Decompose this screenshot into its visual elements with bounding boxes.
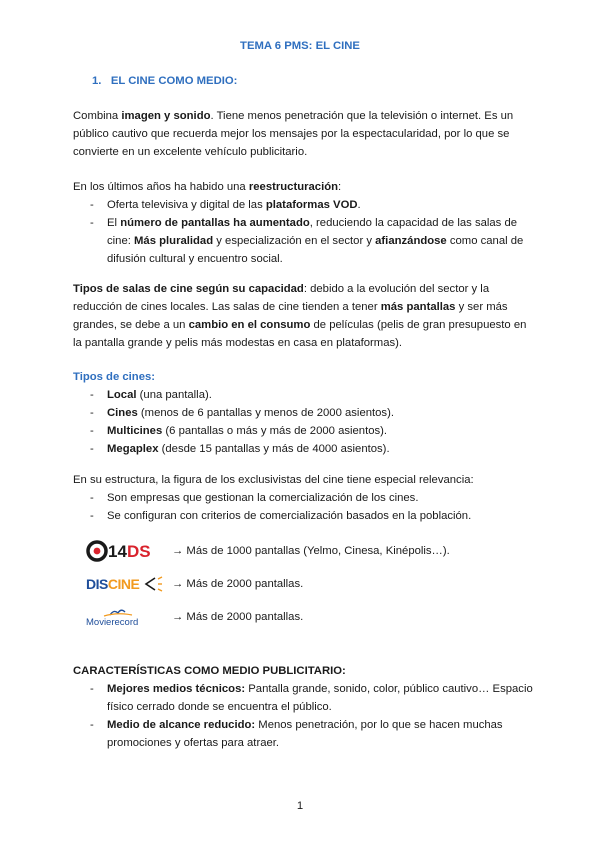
ad-features-heading: CARACTERÍSTICAS COMO MEDIO PUBLICITARIO: [73, 665, 346, 677]
distributor-row [86, 571, 303, 597]
bold-run: más pantallas [380, 301, 456, 313]
structure-list [73, 489, 533, 525]
types-paragraph [73, 280, 533, 352]
text-run: (6 pantallas o más y más de 2000 asientos). [162, 425, 388, 437]
list-item: - Son empresas que gestionan la comercialización de los cines. [73, 489, 533, 507]
bold-run: número de pantallas ha aumentado [120, 217, 310, 229]
bold-run: Multicines [107, 425, 163, 437]
section-number: 1. [92, 75, 102, 87]
page-number: 1 [296, 800, 304, 812]
bold-run: afianzándose [375, 235, 447, 247]
list-item [73, 386, 533, 404]
text-run: : debido a la evolución del sector y la reducción de cines locales. Las salas de cine tienden a tener [73, 283, 490, 313]
structure-lead: En su estructura, la figura de los exclusivistas del cine tiene especial relevancia: [73, 474, 474, 486]
distributor-text: → Más de 2000 pantallas. [172, 578, 304, 590]
ad-features-list [73, 680, 533, 752]
discine-logo [86, 571, 166, 597]
restructuring-lead [73, 178, 533, 196]
logo-text-dis: DIS [86, 576, 108, 592]
bold-run: Más pluralidad [134, 235, 214, 247]
movierecord-swoosh-icon [88, 607, 146, 617]
distributor-text: → Más de 2000 pantallas. [172, 611, 304, 623]
text-run: (desde 15 pantallas y más de 4000 asientos). [158, 443, 390, 455]
section-title: EL CINE COMO MEDIO: [110, 75, 238, 87]
list-item [73, 214, 533, 268]
text-run: . [357, 199, 361, 211]
distributor-row [86, 604, 303, 630]
list-item [73, 404, 533, 422]
bold-run: imagen y sonido [121, 110, 211, 122]
svg-text:DS: DS [127, 542, 151, 561]
text-run: de películas (pelis de gran presupuesto en la pantalla grande y pelis más modestas en casa en plataformas). [73, 319, 527, 349]
bold-run: plataformas VOD [265, 199, 358, 211]
list-item: - Se configuran con criterios de comercialización basados en la población. [73, 507, 533, 525]
bold-run: reestructuración [248, 181, 339, 193]
text-run: Pantalla grande, sonido, color, público cautivo… Espacio físico cerrado donde se encuentra el público. [107, 683, 533, 713]
movierecord-logo [86, 604, 166, 630]
logo-text-movierecord: Movierecord [86, 616, 139, 628]
bold-run: Mejores medios técnicos: [107, 683, 246, 695]
logo-mark-icon [86, 539, 151, 563]
bold-run: Medio de alcance reducido: [107, 719, 256, 731]
text-run: como canal de difusión cultural y encuentro social. [107, 235, 524, 265]
bold-run: Tipos de salas de cine según su capacidad [73, 283, 304, 295]
logo-text-cine: CINE [107, 576, 140, 592]
text-run: Menos penetración, por lo que se hacen muchas promociones y ofertas para atraer. [107, 719, 503, 749]
text-run: En los últimos años ha habido una [73, 181, 249, 193]
intro-paragraph [73, 107, 533, 161]
list-item [73, 680, 533, 716]
document-title: TEMA 6 PMS: EL CINE [240, 40, 360, 52]
text-run: Combina [73, 110, 122, 122]
text-run: El [107, 217, 121, 229]
text-run: Oferta televisiva y digital de las [107, 199, 266, 211]
list-item [73, 196, 533, 214]
text-run: (menos de 6 pantallas y menos de 2000 asientos). [137, 407, 394, 419]
text-run: y especialización en el sector y [213, 235, 376, 247]
text-run: , reduciendo la capacidad de las salas de cine: [107, 217, 518, 247]
projector-icon [143, 575, 163, 593]
cinema-types-list [73, 386, 533, 458]
list-item [73, 422, 533, 440]
list-item [73, 716, 533, 752]
text-run: : [338, 181, 342, 193]
svg-text:14: 14 [108, 542, 127, 561]
text-run: y ser más grandes, se debe a un [73, 301, 508, 331]
odeon-014ds-logo [86, 538, 166, 564]
distributor-row [86, 538, 450, 564]
distributor-text: → Más de 1000 pantallas (Yelmo, Cinesa, Kinépolis…). [172, 545, 450, 557]
list-item [73, 440, 533, 458]
bold-run: Cines [107, 407, 138, 419]
bold-run: cambio en el consumo [188, 319, 311, 331]
cinema-types-heading: Tipos de cines: [73, 371, 156, 383]
section-heading [92, 72, 237, 90]
text-run: (una pantalla). [136, 389, 212, 401]
bold-run: Megaplex [107, 443, 159, 455]
bold-run: Local [107, 389, 137, 401]
restructuring-list [73, 196, 533, 268]
text-run: . Tiene menos penetración que la televisión o internet. Es un público cautivo que recuerda mejor los mensajes por la espectacularidad, por lo que se convierte en un excelente vehículo publicitario. [73, 110, 514, 158]
